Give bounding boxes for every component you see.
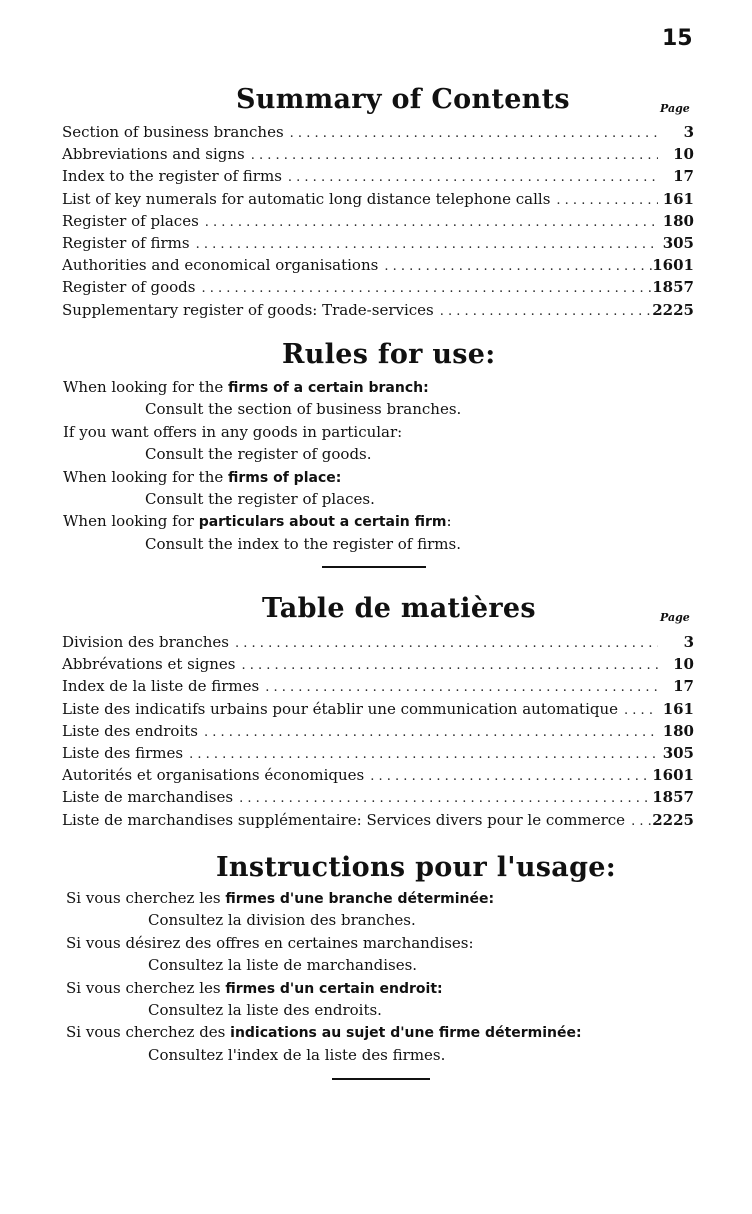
toc-row	[62, 299, 694, 321]
toc-row	[62, 276, 694, 298]
toc-leader-dots	[364, 766, 652, 788]
toc-leader-dots	[183, 744, 658, 766]
toc-label: Abbrévations et signes	[62, 655, 236, 674]
toc-page-number: 180	[662, 721, 694, 740]
toc-page-number: 305	[662, 233, 694, 252]
summary-page-label: Page	[660, 102, 690, 115]
toc-label: Section of business branches	[62, 123, 284, 141]
rule-answer: Consultez la division des branches.	[148, 911, 416, 930]
toc-page-number: 1601	[652, 256, 694, 275]
toc-row	[62, 121, 694, 143]
summary-list	[62, 121, 694, 321]
toc-leader-dots	[282, 167, 658, 189]
toc-leader-dots	[198, 722, 658, 744]
toc-row	[62, 165, 694, 187]
toc-row	[62, 786, 694, 808]
toc-label: List of key numerals for automatic long distance telephone calls	[62, 189, 551, 208]
rule-answer: Consultez la liste des endroits.	[148, 1000, 382, 1019]
toc-row	[62, 143, 694, 165]
rule-answer: Consultez l'index de la liste des firmes.	[148, 1045, 446, 1064]
toc-row	[62, 210, 694, 232]
rule-answer: Consult the section of business branches.	[145, 400, 462, 419]
toc-leader-dots	[259, 677, 658, 699]
toc-leader-dots	[195, 278, 652, 300]
rule-question	[66, 1021, 686, 1043]
toc-row	[62, 675, 694, 697]
toc-leader-dots	[229, 633, 658, 655]
rule-answer: Consult the register of goods.	[145, 445, 372, 464]
toc-label: Autorités et organisations économiques	[62, 766, 365, 785]
rule-question	[66, 932, 686, 954]
toc-page-number: 10	[673, 655, 694, 674]
rule-emphasis: firms of a certain branch:	[228, 380, 429, 396]
rules-list	[63, 376, 683, 555]
rule-emphasis: firmes d'une branche déterminée:	[225, 891, 495, 907]
toc-page-number: 17	[673, 167, 694, 186]
toc-label: Liste des firmes	[62, 743, 184, 762]
toc-leader-dots	[284, 123, 658, 145]
toc-label: Liste de marchandises supplémentaire: Services divers pour le commerce	[62, 810, 626, 829]
toc-page-number: 1857	[652, 788, 694, 807]
end-divider	[332, 1078, 430, 1080]
toc-row	[62, 809, 694, 831]
toc-label: Supplementary register of goods: Trade-services	[62, 300, 434, 319]
rule-question	[66, 887, 686, 909]
toc-label: Index de la liste de firmes	[62, 677, 260, 696]
rule-question	[63, 510, 683, 532]
rule-emphasis: particulars about a certain firm	[198, 514, 447, 531]
toc-label: Register of goods	[62, 278, 196, 297]
toc-row	[62, 254, 694, 276]
toc-page-number: 2225	[652, 300, 694, 319]
toc-page-number: 2225	[652, 810, 694, 829]
rule-question	[63, 376, 683, 398]
toc-row	[62, 764, 694, 786]
table-title: Table de matières	[262, 593, 536, 624]
toc-leader-dots	[199, 212, 658, 234]
toc-row	[62, 698, 694, 720]
instructions-list	[66, 887, 686, 1066]
toc-page-number: 161	[662, 699, 694, 718]
toc-leader-dots	[245, 145, 658, 167]
toc-page-number: 1601	[652, 766, 694, 785]
rule-prefix: Si vous cherchez les	[66, 978, 226, 997]
toc-leader-dots	[618, 700, 658, 722]
table-list	[62, 631, 694, 831]
instructions-title: Instructions pour l'usage:	[216, 852, 617, 883]
toc-page-number: 3	[683, 633, 694, 651]
toc-page-number: 3	[683, 123, 694, 141]
toc-page-number: 180	[662, 211, 694, 230]
rule-question	[66, 977, 686, 999]
rule-prefix: When looking for the	[63, 467, 229, 486]
toc-page-number: 161	[662, 189, 694, 208]
rule-emphasis: indications au sujet d'une firme déterminée:	[230, 1025, 582, 1042]
toc-leader-dots	[190, 234, 658, 256]
toc-label: Liste des endroits	[62, 721, 198, 740]
toc-leader-dots	[233, 788, 652, 810]
rule-prefix: When looking for	[63, 512, 199, 531]
rules-title: Rules for use:	[282, 339, 496, 370]
toc-row	[62, 720, 694, 742]
toc-row	[62, 631, 694, 653]
rule-question	[63, 421, 683, 443]
toc-row	[62, 232, 694, 254]
rule-prefix: If you want offers in any goods in particular:	[63, 422, 403, 441]
section-divider	[322, 566, 426, 568]
toc-leader-dots	[434, 301, 653, 323]
toc-row	[62, 742, 694, 764]
toc-label: Liste de marchandises	[62, 788, 234, 807]
toc-leader-dots	[378, 256, 652, 278]
summary-title: Summary of Contents	[236, 84, 570, 115]
rule-question	[63, 466, 683, 488]
rule-suffix: :	[446, 512, 452, 531]
toc-page-number: 10	[673, 145, 694, 164]
toc-label: Abbreviations and signs	[62, 145, 245, 164]
toc-label: Register of firms	[62, 233, 190, 252]
toc-leader-dots	[625, 811, 652, 833]
rule-prefix: Si vous cherchez les	[66, 889, 226, 907]
toc-page-number: 17	[673, 677, 694, 696]
rule-answer: Consult the index to the register of firms.	[145, 534, 461, 553]
toc-label: Authorities and economical organisations	[62, 256, 379, 275]
toc-label: Division des branches	[62, 633, 230, 651]
rule-prefix: Si vous cherchez des	[66, 1023, 231, 1042]
rule-emphasis: firms of place:	[228, 469, 342, 486]
toc-page-number: 1857	[652, 278, 694, 297]
toc-page-number: 305	[662, 743, 694, 762]
toc-row	[62, 188, 694, 210]
toc-leader-dots	[236, 655, 659, 677]
rule-prefix: Si vous désirez des offres en certaines marchandises:	[66, 933, 474, 952]
rule-answer: Consultez la liste de marchandises.	[148, 956, 418, 975]
toc-row	[62, 653, 694, 675]
toc-label: Liste des indicatifs urbains pour établir une communication automatique	[62, 699, 619, 718]
toc-label: Index to the register of firms	[62, 167, 282, 186]
table-page-label: Page	[660, 611, 690, 624]
rule-prefix: When looking for the	[63, 378, 229, 396]
page-number: 15	[662, 26, 693, 51]
rule-answer: Consult the register of places.	[145, 489, 375, 508]
toc-label: Register of places	[62, 211, 199, 230]
toc-leader-dots	[550, 190, 658, 212]
rule-emphasis: firmes d'un certain endroit:	[225, 980, 443, 997]
